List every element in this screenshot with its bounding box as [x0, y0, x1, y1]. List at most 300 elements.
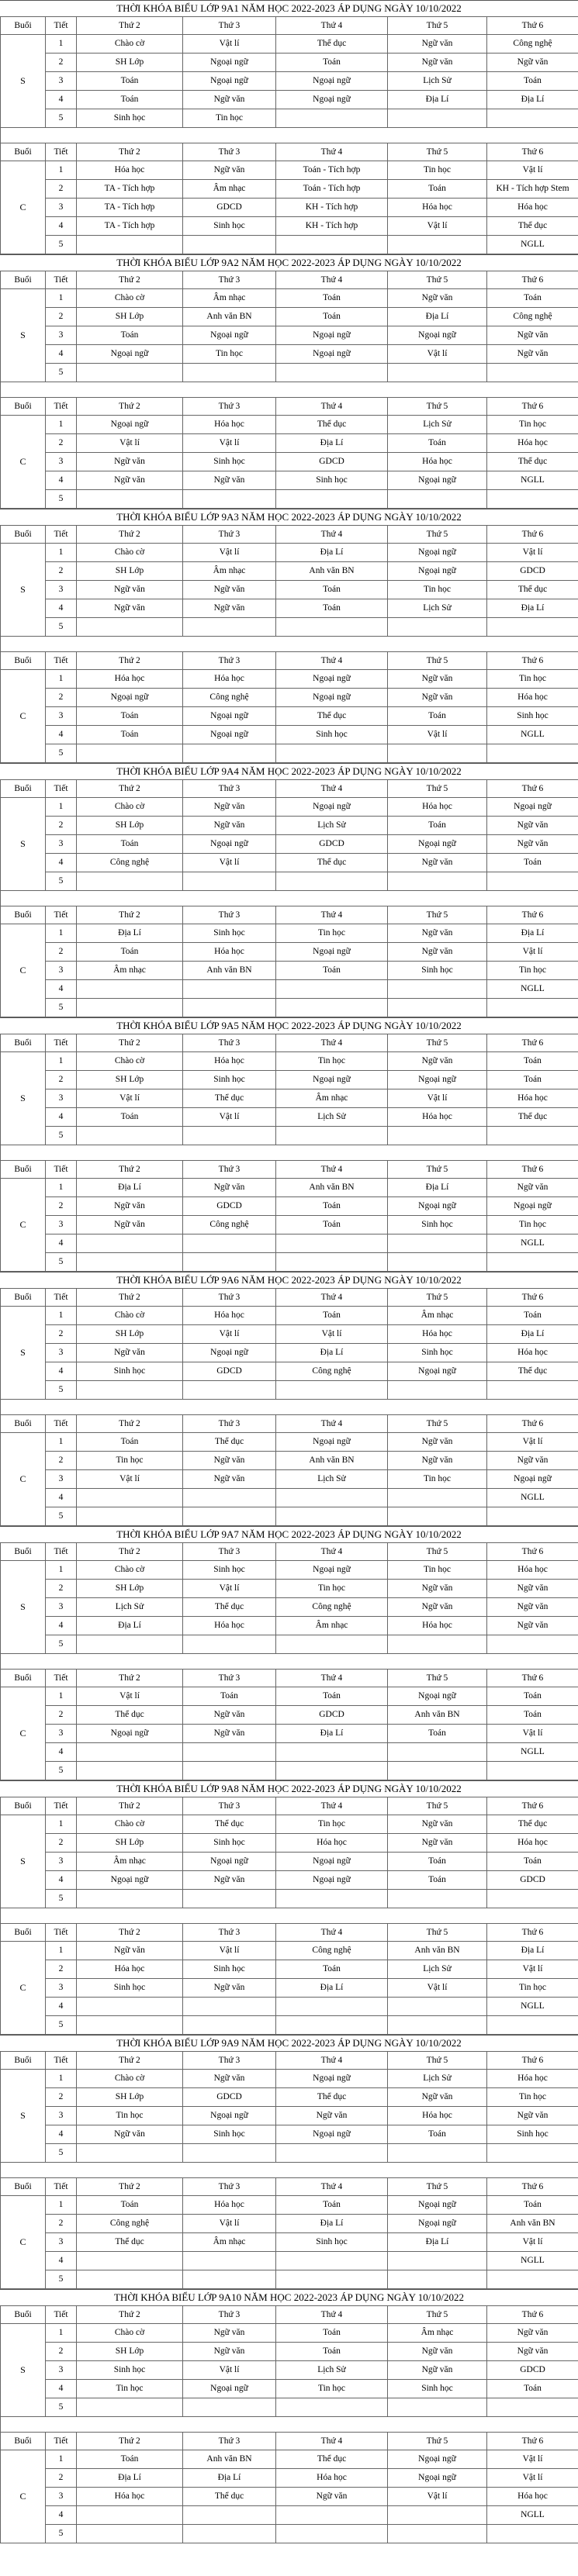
subject-cell: Tin học — [487, 1216, 578, 1234]
header-cell: Thứ 6 — [487, 271, 578, 289]
subject-cell — [388, 1507, 487, 1526]
subject-cell: Thể dục — [276, 854, 388, 872]
header-cell: Thứ 2 — [77, 1543, 183, 1561]
period-row — [1, 962, 578, 980]
subject-cell: Ngoại ngữ — [388, 1687, 487, 1706]
period-number: 3 — [46, 1470, 77, 1489]
period-row — [1, 1743, 578, 1762]
header-cell: Thứ 5 — [388, 1289, 487, 1307]
period-number: 1 — [46, 1179, 77, 1197]
header-cell: Thứ 3 — [183, 652, 276, 670]
class-timetable — [0, 1780, 578, 2035]
subject-cell: Toán — [276, 54, 388, 72]
subject-cell — [77, 1890, 183, 1908]
subject-cell: Toán — [183, 1687, 276, 1706]
period-row — [1, 2125, 578, 2144]
subject-cell — [487, 1381, 578, 1400]
header-cell: Buổi — [1, 526, 46, 544]
subject-cell — [183, 1998, 276, 2016]
header-cell: Thứ 3 — [183, 143, 276, 161]
subject-cell — [276, 109, 388, 128]
subject-cell: Thể dục — [183, 2488, 276, 2506]
subject-cell: Công nghệ — [183, 1216, 276, 1234]
subject-cell — [276, 2270, 388, 2289]
subject-cell: Chào cờ — [77, 1815, 183, 1834]
subject-cell — [183, 1890, 276, 1908]
subject-cell — [276, 1507, 388, 1526]
header-cell: Thứ 3 — [183, 2052, 276, 2070]
period-row — [1, 453, 578, 471]
period-row — [1, 1834, 578, 1853]
period-number: 1 — [46, 1307, 77, 1325]
subject-cell: Vật lí — [183, 1580, 276, 1598]
subject-cell — [77, 364, 183, 382]
period-number: 4 — [46, 471, 77, 490]
period-row — [1, 581, 578, 599]
subject-cell: Thể dục — [487, 453, 578, 471]
subject-cell: GDCD — [487, 1871, 578, 1890]
subject-cell: Sinh học — [388, 2380, 487, 2398]
subject-cell: Địa Lí — [77, 2469, 183, 2488]
subject-cell: Địa Lí — [276, 1979, 388, 1998]
header-cell: Thứ 4 — [276, 143, 388, 161]
subject-cell: Tin học — [487, 962, 578, 980]
subject-cell: Tin học — [183, 109, 276, 128]
subject-cell: Sinh học — [276, 2233, 388, 2252]
period-number: 5 — [46, 364, 77, 382]
period-number: 5 — [46, 618, 77, 637]
subject-cell — [183, 236, 276, 254]
header-cell: Thứ 3 — [183, 906, 276, 924]
header-cell: Thứ 3 — [183, 1161, 276, 1179]
subject-cell: Tin học — [487, 670, 578, 689]
subject-cell: Ngữ văn — [388, 1598, 487, 1617]
subject-cell: Toán — [487, 1706, 578, 1725]
header-cell: Thứ 4 — [276, 1797, 388, 1815]
subject-cell: Tin học — [183, 345, 276, 364]
subject-cell: Ngữ văn — [487, 817, 578, 835]
subject-cell: NGLL — [487, 1234, 578, 1253]
subject-cell: Toán — [276, 2324, 388, 2343]
header-cell: Buổi — [1, 2178, 46, 2196]
subject-cell: Ngoại ngữ — [276, 2070, 388, 2088]
subject-cell: TA - Tích hợp — [77, 217, 183, 236]
period-row — [1, 91, 578, 109]
subject-cell: Tin học — [276, 2380, 388, 2398]
subject-cell: Ngữ văn — [77, 581, 183, 599]
subject-cell: Hóa học — [183, 1307, 276, 1325]
subject-cell — [77, 1635, 183, 1654]
subject-cell: Sinh học — [183, 453, 276, 471]
header-cell: Thứ 2 — [77, 2306, 183, 2324]
period-row — [1, 2488, 578, 2506]
header-cell: Thứ 4 — [276, 526, 388, 544]
subject-cell: Ngữ văn — [183, 1706, 276, 1725]
subject-cell: Ngoại ngữ — [183, 2380, 276, 2398]
subject-cell: Tin học — [276, 1815, 388, 1834]
subject-cell — [183, 1127, 276, 1145]
subject-cell: Vật lí — [388, 1089, 487, 1108]
period-row — [1, 1942, 578, 1960]
subject-cell: Toán - Tích hợp — [276, 180, 388, 199]
subject-cell: Toán — [77, 726, 183, 744]
subject-cell: Âm nhạc — [388, 1307, 487, 1325]
subject-cell: Công nghệ — [487, 308, 578, 326]
header-cell: Tiết — [46, 906, 77, 924]
subject-cell: Toán — [487, 289, 578, 308]
subject-cell: Toán — [487, 1687, 578, 1706]
header-cell: Thứ 5 — [388, 1670, 487, 1687]
period-number: 3 — [46, 2233, 77, 2252]
header-cell: Thứ 2 — [77, 1161, 183, 1179]
subject-cell: Thể dục — [487, 1362, 578, 1381]
header-cell: Tiết — [46, 2052, 77, 2070]
subject-cell: Vật lí — [487, 161, 578, 180]
subject-cell: Thể dục — [276, 416, 388, 434]
period-number: 1 — [46, 35, 77, 54]
subject-cell — [77, 1743, 183, 1762]
subject-cell: Ngữ văn — [388, 943, 487, 962]
period-row — [1, 943, 578, 962]
subject-cell: Tin học — [388, 1561, 487, 1580]
period-number: 5 — [46, 2270, 77, 2289]
timetable-title: THỜI KHÓA BIỂU LỚP 9A10 NĂM HỌC 2022-2023 ÁP DỤNG NGÀY 10/10/2022 — [0, 2289, 578, 2305]
subject-cell: Ngoại ngữ — [276, 345, 388, 364]
header-cell: Thứ 2 — [77, 398, 183, 416]
subject-cell — [276, 364, 388, 382]
period-number: 3 — [46, 707, 77, 726]
subject-cell: Toán — [276, 962, 388, 980]
period-number: 1 — [46, 924, 77, 943]
header-cell: Buổi — [1, 1670, 46, 1687]
subject-cell — [276, 1890, 388, 1908]
period-row — [1, 2233, 578, 2252]
header-cell: Thứ 5 — [388, 526, 487, 544]
subject-cell: Ngoại ngữ — [276, 1433, 388, 1452]
subject-cell: Địa Lí — [487, 1942, 578, 1960]
period-row — [1, 2343, 578, 2361]
header-cell: Thứ 6 — [487, 17, 578, 35]
header-cell: Thứ 2 — [77, 1289, 183, 1307]
header-cell: Thứ 6 — [487, 1543, 578, 1561]
subject-cell — [276, 2016, 388, 2035]
header-cell: Tiết — [46, 1924, 77, 1942]
period-number: 1 — [46, 161, 77, 180]
subject-cell: Toán — [276, 2196, 388, 2215]
subject-cell — [388, 872, 487, 891]
session-label: C — [1, 1687, 46, 1780]
subject-cell: Anh văn BN — [276, 562, 388, 581]
timetable-grid — [0, 2051, 578, 2289]
subject-cell: Tin học — [388, 581, 487, 599]
subject-cell: Tin học — [388, 161, 487, 180]
subject-cell: GDCD — [276, 1706, 388, 1725]
subject-cell: Toán — [487, 854, 578, 872]
period-number: 4 — [46, 1998, 77, 2016]
subject-cell — [487, 1253, 578, 1272]
subject-cell: Công nghệ — [487, 35, 578, 54]
period-row — [1, 1960, 578, 1979]
subject-cell: Ngoại ngữ — [388, 471, 487, 490]
subject-cell — [276, 999, 388, 1017]
subject-cell — [487, 1635, 578, 1654]
period-number: 2 — [46, 2215, 77, 2233]
header-cell: Thứ 2 — [77, 17, 183, 35]
header-cell: Tiết — [46, 1415, 77, 1433]
subject-cell — [183, 364, 276, 382]
subject-cell — [388, 1762, 487, 1780]
subject-cell: Anh văn BN — [487, 2215, 578, 2233]
header-cell: Thứ 3 — [183, 2178, 276, 2196]
period-number: 5 — [46, 744, 77, 763]
header-cell: Thứ 6 — [487, 1924, 578, 1942]
header-cell: Buổi — [1, 1924, 46, 1942]
subject-cell — [388, 2252, 487, 2270]
subject-cell: Toán — [77, 72, 183, 91]
subject-cell: Sinh học — [183, 217, 276, 236]
morning-header-row — [1, 780, 578, 798]
subject-cell: Vật lí — [487, 2450, 578, 2469]
subject-cell: Ngoại ngữ — [388, 1197, 487, 1216]
subject-cell: Âm nhạc — [183, 562, 276, 581]
subject-cell: Toán — [388, 1871, 487, 1890]
subject-cell: Sinh học — [487, 707, 578, 726]
subject-cell: Tin học — [388, 1470, 487, 1489]
session-separator — [1, 1908, 578, 1924]
subject-cell: Tin học — [276, 924, 388, 943]
subject-cell: Ngữ văn — [77, 453, 183, 471]
period-number: 4 — [46, 2125, 77, 2144]
subject-cell — [487, 2398, 578, 2417]
subject-cell: KH - Tích hợp — [276, 199, 388, 217]
subject-cell: Địa Lí — [77, 1179, 183, 1197]
subject-cell: Ngữ văn — [388, 2361, 487, 2380]
subject-cell: Ngữ văn — [388, 1580, 487, 1598]
header-cell: Thứ 2 — [77, 2178, 183, 2196]
subject-cell: Ngữ văn — [183, 1979, 276, 1998]
header-cell: Buổi — [1, 271, 46, 289]
subject-cell: Thể dục — [183, 1089, 276, 1108]
subject-cell: Toán — [77, 2450, 183, 2469]
subject-cell: Ngữ văn — [183, 2070, 276, 2088]
period-number: 5 — [46, 999, 77, 1017]
header-cell: Thứ 6 — [487, 1034, 578, 1052]
subject-cell — [183, 2270, 276, 2289]
session-label: S — [1, 1561, 46, 1654]
subject-cell: Thể dục — [487, 581, 578, 599]
morning-header-row — [1, 17, 578, 35]
header-cell: Thứ 4 — [276, 780, 388, 798]
period-number: 5 — [46, 1127, 77, 1145]
subject-cell: Ngữ văn — [183, 91, 276, 109]
session-separator — [1, 1400, 578, 1415]
period-number: 1 — [46, 416, 77, 434]
header-cell: Tiết — [46, 2178, 77, 2196]
period-row — [1, 1598, 578, 1617]
header-cell: Thứ 4 — [276, 2306, 388, 2324]
subject-cell: KH - Tích hợp — [276, 217, 388, 236]
period-row — [1, 416, 578, 434]
subject-cell — [183, 2398, 276, 2417]
subject-cell: Ngữ văn — [388, 1433, 487, 1452]
subject-cell: Sinh học — [77, 109, 183, 128]
subject-cell: Vật lí — [487, 1960, 578, 1979]
subject-cell: Ngữ văn — [388, 1052, 487, 1071]
subject-cell: Tin học — [77, 2380, 183, 2398]
header-cell: Thứ 2 — [77, 143, 183, 161]
subject-cell: Chào cờ — [77, 1561, 183, 1580]
subject-cell — [276, 2398, 388, 2417]
period-number: 5 — [46, 109, 77, 128]
header-cell: Tiết — [46, 1161, 77, 1179]
subject-cell: Lịch Sử — [276, 2361, 388, 2380]
subject-cell — [183, 1489, 276, 1507]
subject-cell — [77, 1489, 183, 1507]
period-row — [1, 924, 578, 943]
timetable-title: THỜI KHÓA BIỂU LỚP 9A4 NĂM HỌC 2022-2023 ÁP DỤNG NGÀY 10/10/2022 — [0, 763, 578, 779]
header-cell: Thứ 6 — [487, 1415, 578, 1433]
session-separator — [1, 891, 578, 906]
subject-cell: Ngoại ngữ — [276, 1071, 388, 1089]
subject-cell: Hóa học — [487, 1834, 578, 1853]
period-row — [1, 980, 578, 999]
period-row — [1, 999, 578, 1017]
subject-cell: Ngữ văn — [183, 798, 276, 817]
header-cell: Thứ 2 — [77, 1797, 183, 1815]
subject-cell: Ngoại ngữ — [276, 1561, 388, 1580]
period-number: 5 — [46, 2144, 77, 2163]
period-number: 4 — [46, 2252, 77, 2270]
header-cell: Thứ 4 — [276, 1924, 388, 1942]
subject-cell — [77, 2270, 183, 2289]
period-number: 4 — [46, 345, 77, 364]
period-number: 2 — [46, 1580, 77, 1598]
subject-cell: Ngoại ngữ — [183, 835, 276, 854]
period-row — [1, 798, 578, 817]
period-number: 1 — [46, 1433, 77, 1452]
subject-cell — [77, 490, 183, 509]
timetable-grid — [0, 779, 578, 1017]
subject-cell: Ngoại ngữ — [183, 2107, 276, 2125]
period-row — [1, 434, 578, 453]
subject-cell — [183, 618, 276, 637]
subject-cell: Ngữ văn — [487, 2324, 578, 2343]
period-row — [1, 308, 578, 326]
header-cell: Tiết — [46, 1670, 77, 1687]
timetable-title: THỜI KHÓA BIỂU LỚP 9A1 NĂM HỌC 2022-2023 ÁP DỤNG NGÀY 10/10/2022 — [0, 0, 578, 16]
subject-cell — [276, 1998, 388, 2016]
subject-cell: Ngữ văn — [276, 2488, 388, 2506]
subject-cell: Hóa học — [183, 943, 276, 962]
subject-cell — [487, 618, 578, 637]
subject-cell: Ngoại ngữ — [276, 943, 388, 962]
period-row — [1, 1470, 578, 1489]
subject-cell: NGLL — [487, 236, 578, 254]
session-label: C — [1, 2196, 46, 2289]
period-number: 5 — [46, 2398, 77, 2417]
subject-cell: Ngữ văn — [276, 2107, 388, 2125]
subject-cell: Ngữ văn — [183, 2324, 276, 2343]
subject-cell: Anh văn BN — [276, 1452, 388, 1470]
subject-cell: Địa Lí — [487, 1325, 578, 1344]
header-cell: Buổi — [1, 1543, 46, 1561]
subject-cell: NGLL — [487, 2252, 578, 2270]
subject-cell: SH Lớp — [77, 308, 183, 326]
period-number: 2 — [46, 2469, 77, 2488]
subject-cell: NGLL — [487, 1489, 578, 1507]
period-number: 5 — [46, 490, 77, 509]
header-cell: Thứ 5 — [388, 2306, 487, 2324]
period-number: 3 — [46, 199, 77, 217]
period-row — [1, 1489, 578, 1507]
session-label: S — [1, 1815, 46, 1908]
subject-cell: Toán — [388, 1725, 487, 1743]
subject-cell — [77, 999, 183, 1017]
subject-cell: Ngữ văn — [388, 1452, 487, 1470]
header-cell: Thứ 3 — [183, 1543, 276, 1561]
subject-cell: SH Lớp — [77, 1325, 183, 1344]
subject-cell: Hóa học — [183, 1617, 276, 1635]
subject-cell — [388, 618, 487, 637]
subject-cell: Toán — [276, 581, 388, 599]
afternoon-header-row — [1, 906, 578, 924]
subject-cell: Ngữ văn — [388, 54, 487, 72]
period-row — [1, 670, 578, 689]
subject-cell: Ngữ văn — [388, 854, 487, 872]
period-row — [1, 1561, 578, 1580]
header-cell: Thứ 3 — [183, 2433, 276, 2450]
header-cell: Tiết — [46, 1034, 77, 1052]
subject-cell: Vật lí — [388, 2488, 487, 2506]
subject-cell: Chào cờ — [77, 1307, 183, 1325]
header-cell: Tiết — [46, 398, 77, 416]
subject-cell: Sinh học — [276, 471, 388, 490]
subject-cell — [183, 980, 276, 999]
header-cell: Thứ 5 — [388, 143, 487, 161]
period-row — [1, 1725, 578, 1743]
period-number: 1 — [46, 544, 77, 562]
subject-cell: Ngữ văn — [77, 1344, 183, 1362]
subject-cell: Ngữ văn — [388, 2088, 487, 2107]
subject-cell — [77, 872, 183, 891]
afternoon-header-row — [1, 143, 578, 161]
header-cell: Thứ 5 — [388, 2433, 487, 2450]
subject-cell: Ngữ văn — [388, 2343, 487, 2361]
timetable-grid — [0, 16, 578, 254]
subject-cell: Hóa học — [388, 199, 487, 217]
period-number: 2 — [46, 689, 77, 707]
afternoon-header-row — [1, 1670, 578, 1687]
period-number: 3 — [46, 2107, 77, 2125]
subject-cell: Ngoại ngữ — [183, 707, 276, 726]
period-row — [1, 744, 578, 763]
subject-cell: Ngữ văn — [183, 1179, 276, 1197]
subject-cell: KH - Tích hợp Stem — [487, 180, 578, 199]
subject-cell: Ngoại ngữ — [388, 835, 487, 854]
session-label: S — [1, 544, 46, 637]
afternoon-header-row — [1, 652, 578, 670]
subject-cell: Toán — [276, 308, 388, 326]
subject-cell: Anh văn BN — [183, 308, 276, 326]
period-number: 2 — [46, 2088, 77, 2107]
subject-cell: Âm nhạc — [183, 2233, 276, 2252]
subject-cell: Toán — [276, 599, 388, 618]
period-number: 5 — [46, 236, 77, 254]
subject-cell: Hóa học — [388, 2107, 487, 2125]
header-cell: Thứ 6 — [487, 2433, 578, 2450]
period-row — [1, 236, 578, 254]
period-number: 3 — [46, 1853, 77, 1871]
